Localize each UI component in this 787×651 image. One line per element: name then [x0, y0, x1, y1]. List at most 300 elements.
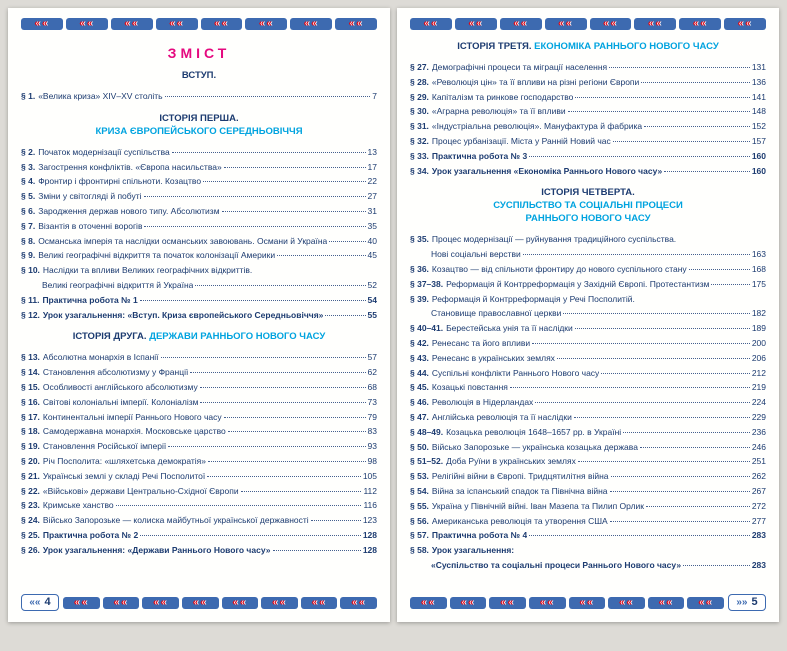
dot-leader: [644, 126, 750, 127]
section-label: ІСТОРІЯ ПЕРША.: [159, 112, 239, 124]
entry-text: Візантія в оточенні ворогів: [38, 220, 143, 231]
entry-text: «Велика криза» XIV–XV століть: [38, 91, 163, 101]
toc-entry-line: [21, 498, 377, 513]
toc-entry-line: [21, 160, 377, 175]
entry-number: § 10.: [21, 265, 40, 276]
chevron-pattern-icon: ««: [311, 596, 327, 608]
ribbon-segment: [301, 597, 338, 609]
toc-entries: [410, 232, 766, 572]
entry-page-number: 93: [367, 441, 377, 452]
entry-number: § 28.: [410, 76, 429, 87]
entry-text: Козацькі повстання: [431, 382, 508, 393]
entry-text: Капіталізм та ринкове господарство: [431, 91, 574, 102]
entry-number: § 6.: [21, 205, 36, 216]
entry-text: Континентальні імперії Раннього Нового часу: [42, 411, 222, 422]
entry-page-number: 251: [751, 456, 766, 467]
toc-entry-line: [21, 439, 377, 454]
section-heading: [21, 330, 377, 343]
entry-number: § 51–52.: [410, 456, 444, 467]
entry-text: «Індустріальна революція». Мануфактура й фабрика: [431, 121, 643, 132]
chevron-pattern-icon: ««: [500, 596, 516, 608]
toc-section: [21, 330, 377, 557]
entry-text: Зародження держав нового типу. Абсолютизм: [38, 205, 220, 216]
chevron-pattern-icon: ««: [271, 596, 287, 608]
dot-leader: [529, 156, 750, 157]
top-decorative-border-right: [410, 18, 766, 30]
entry-page-number: 200: [751, 337, 766, 348]
toc-entry-line: [21, 263, 377, 278]
entry-number: § 9.: [21, 250, 36, 261]
chevron-pattern-icon: ««: [213, 18, 229, 29]
chevron-pattern-icon: ««: [113, 596, 129, 608]
entry-number: § 47.: [410, 411, 429, 422]
entry-page-number: 160: [751, 150, 766, 161]
ribbon-segment: [111, 18, 153, 30]
chevron-pattern-icon: ««: [698, 596, 714, 608]
toc-entry-line: [21, 219, 377, 234]
entry-text: Початок модернізації суспільства: [38, 146, 170, 157]
entry-number: § 31.: [410, 121, 429, 132]
entry-text: Становище православної церкви: [431, 308, 562, 319]
entry-number: § 55.: [410, 500, 429, 511]
toc-entry-line: [21, 484, 377, 499]
entry-text: Урок узагальнення: «Держави Раннього Нового часу»: [42, 544, 271, 555]
toc-entry-line: [410, 164, 766, 179]
entry-number: § 25.: [21, 529, 40, 540]
entry-page-number: 116: [363, 500, 377, 511]
dot-leader: [601, 373, 750, 374]
dot-leader: [329, 241, 365, 242]
chevron-pattern-icon: ««: [737, 18, 753, 29]
entry-number: § 11.: [21, 294, 40, 305]
dot-leader: [165, 96, 371, 97]
entry-number: § 43.: [410, 352, 429, 363]
toc-entry-line: [21, 380, 377, 395]
toc-entry-line: [410, 277, 766, 292]
ribbon-segment: [63, 597, 100, 609]
entry-text: Війна за іспанський спадок та Північна війна: [431, 485, 608, 496]
entry-text: Практична робота № 1: [42, 294, 138, 305]
dot-leader: [168, 446, 365, 447]
entry-text: Османська імперія та наслідки османських завоювань. Османи й Україна: [38, 235, 328, 246]
dot-leader: [640, 447, 750, 448]
chevron-pattern-icon: ««: [539, 596, 555, 608]
dot-leader: [523, 254, 750, 255]
toc-title: ЗМІСТ: [167, 45, 231, 61]
bottom-decorative-border-right: [410, 597, 724, 609]
entry-page-number: 55: [367, 309, 377, 320]
entry-page-number: 163: [751, 249, 766, 260]
toc-entry-line: [410, 119, 766, 134]
page-number-right: 5: [751, 596, 758, 608]
section-heading: [21, 69, 377, 82]
entry-number: § 32.: [410, 135, 429, 146]
toc-entry-line: [21, 469, 377, 484]
entry-page-number: 136: [751, 76, 766, 87]
ribbon-segment: [156, 18, 198, 30]
dot-leader: [610, 521, 750, 522]
toc-entry-line: [410, 484, 766, 499]
entry-page-number: 148: [751, 106, 766, 117]
chevron-pattern-icon: ««: [348, 18, 364, 29]
entry-text: Зміни у світогляді й побуті: [38, 191, 142, 202]
dot-leader: [224, 417, 366, 418]
entry-number: § 24.: [21, 515, 40, 526]
section-title: ЕКОНОМІКА РАННЬОГО НОВОГО ЧАСУ: [534, 41, 719, 52]
entry-page-number: 168: [751, 263, 766, 274]
toc-entry-line: [410, 543, 766, 558]
entry-number: § 23.: [21, 500, 40, 511]
toc-entries: [21, 89, 377, 104]
entry-number: § 22.: [21, 485, 40, 496]
dot-leader: [611, 476, 750, 477]
toc-entry-line: [410, 514, 766, 529]
entry-page-number: 229: [751, 411, 766, 422]
dot-leader: [664, 171, 750, 172]
entry-page-number: 62: [367, 367, 377, 378]
section-heading-line: [410, 40, 766, 53]
ribbon-segment: [245, 18, 287, 30]
section-heading-line: [21, 330, 377, 343]
toc-entry-line: [410, 104, 766, 119]
entry-number: § 16.: [21, 396, 40, 407]
dot-leader: [222, 211, 366, 212]
entry-page-number: 160: [751, 165, 766, 176]
toc-entry-line: [410, 306, 766, 321]
toc-entry-line: [21, 424, 377, 439]
toc-entry-line: [410, 425, 766, 440]
ribbon-segment: [590, 18, 632, 30]
entry-page-number: 189: [751, 323, 766, 334]
entry-text: Ренесанс та його впливи: [431, 337, 531, 348]
entry-page-number: 128: [362, 544, 377, 555]
chevron-pattern-icon: ««: [420, 596, 436, 608]
left-page-sections: [21, 69, 377, 558]
ribbon-segment: [455, 18, 497, 30]
chevron-pattern-icon: ««: [658, 596, 674, 608]
dot-leader: [563, 313, 749, 314]
right-page-sections: [410, 40, 766, 573]
entry-text: Берестейська унія та її наслідки: [446, 323, 573, 334]
entry-number: § 4.: [21, 176, 36, 187]
ribbon-segment: [410, 597, 447, 609]
toc-entry-line: [410, 454, 766, 469]
chevron-pattern-icon: ««: [258, 18, 274, 29]
toc-entry-line: [410, 528, 766, 543]
chevron-pattern-icon: ««: [579, 596, 595, 608]
ribbon-segment: [335, 18, 377, 30]
entry-number: § 39.: [410, 293, 429, 304]
dot-leader: [711, 284, 749, 285]
entry-number: § 5.: [21, 191, 36, 202]
entry-page-number: 272: [751, 500, 766, 511]
entry-text: Революція в Нідерландах: [431, 397, 534, 408]
chevron-pattern-icon: ««: [468, 18, 484, 29]
dot-leader: [200, 402, 365, 403]
toc-entry-line: [410, 380, 766, 395]
entry-text: «Військові» держави Центрально-Східної Європи: [42, 485, 239, 496]
entry-number: § 7.: [21, 220, 36, 231]
entry-number: § 27.: [410, 62, 429, 72]
section-title: РАННЬОГО НОВОГО ЧАСУ: [525, 213, 651, 225]
entry-number: § 57.: [410, 530, 429, 541]
entry-text: Урок узагальнення «Економіка Раннього Нового часу»: [431, 165, 663, 176]
section-label: ІСТОРІЯ ДРУГА.: [72, 331, 150, 343]
entry-text: Реформація й Контрреформація у Речі Посполитій.: [431, 293, 635, 304]
dot-leader: [224, 167, 366, 168]
ribbon-segment: [142, 597, 179, 609]
chevron-pattern-icon: ««: [423, 18, 439, 29]
entry-page-number: 40: [367, 235, 377, 246]
toc-entry-line: [410, 262, 766, 277]
ribbon-segment: [679, 18, 721, 30]
toc-entry-line: [410, 366, 766, 381]
dot-leader: [144, 226, 365, 227]
dot-leader: [510, 387, 750, 388]
chevron-pattern-icon: ««: [558, 18, 574, 29]
chevron-pattern-icon: ««: [303, 18, 319, 29]
toc-entry-line: [21, 278, 377, 293]
ribbon-segment: [687, 597, 724, 609]
dot-leader: [140, 300, 366, 301]
entry-text: Кримське ханство: [42, 500, 114, 511]
left-page-footer: [21, 594, 377, 611]
dot-leader: [568, 111, 750, 112]
dot-leader: [557, 358, 750, 359]
entry-text: Загострення конфліктів. «Європа насильства»: [38, 161, 222, 172]
entry-page-number: 283: [751, 559, 766, 570]
chevron-pattern-icon: ««: [602, 18, 618, 29]
toc-entry-line: [410, 292, 766, 307]
chevron-pattern-icon: ««: [460, 596, 476, 608]
entry-number: § 45.: [410, 382, 429, 393]
entry-page-number: 57: [367, 352, 377, 363]
dot-leader: [195, 285, 365, 286]
chevron-pattern-icon: ««: [192, 596, 208, 608]
toc-entry-line: [410, 232, 766, 247]
toc-entries: [21, 350, 377, 557]
ribbon-segment: [450, 597, 487, 609]
entry-number: § 21.: [21, 470, 40, 481]
toc-entry-line: [21, 174, 377, 189]
toc-entry-line: [21, 204, 377, 219]
entry-number: § 8.: [21, 235, 36, 246]
toc-entry-line: [410, 247, 766, 262]
toc-entry-line: [21, 365, 377, 380]
entry-text: Особливості англійського абсолютизму: [42, 381, 198, 392]
entry-page-number: 246: [751, 441, 766, 452]
section-heading: [410, 186, 766, 225]
entry-number: § 26.: [21, 544, 40, 555]
chevron-pattern-icon: ««: [169, 18, 185, 29]
entry-page-number: 141: [751, 91, 766, 102]
dot-leader: [641, 82, 750, 83]
entry-number: § 1.: [21, 91, 36, 101]
entry-number: § 34.: [410, 165, 429, 176]
entry-page-number: 157: [751, 135, 766, 146]
dot-leader: [241, 491, 362, 492]
entry-text: «Аграрна революція» та її впливи: [431, 106, 566, 117]
toc-entry-line: [21, 528, 377, 543]
entry-text: Наслідки та впливи Великих географічних відкриттів.: [42, 265, 253, 276]
entry-page-number: 52: [367, 279, 377, 290]
entry-text: Урок узагальнення:: [431, 545, 515, 556]
entry-page-number: 128: [362, 529, 377, 540]
toc-entry-line: [410, 75, 766, 90]
entry-page-number: 267: [751, 485, 766, 496]
entry-number: § 58.: [410, 545, 429, 556]
toc-entry-line: [410, 149, 766, 164]
entry-page-number: 17: [367, 161, 377, 172]
toc-entry-line: [21, 454, 377, 469]
ribbon-segment: [290, 18, 332, 30]
entry-number: § 42.: [410, 337, 429, 348]
dot-leader: [273, 550, 361, 551]
entry-page-number: 277: [751, 515, 766, 526]
entry-text: Україна у Північній війні. Іван Мазепа та Пилип Орлик: [431, 500, 645, 511]
entry-text: Козацька революція 1648–1657 рр. в Україні: [446, 426, 622, 437]
toc-section: [410, 40, 766, 178]
ribbon-segment: [489, 597, 526, 609]
entry-page-number: 98: [367, 455, 377, 466]
section-heading: [410, 40, 766, 53]
toc-entry-line: [410, 410, 766, 425]
entry-number: § 35.: [410, 234, 429, 245]
dot-leader: [610, 491, 750, 492]
dot-leader: [311, 520, 361, 521]
entry-text: Релігійні війни в Європі. Тридцятилітня війна: [431, 471, 609, 482]
toc-entry-line: [410, 440, 766, 455]
entry-page-number: 123: [362, 515, 377, 526]
entry-text: «Революція цін» та її впливи на різні регіони Європи: [431, 76, 640, 87]
entry-text: Процес модернізації — руйнування традиційного суспільства.: [431, 234, 677, 245]
entry-number: § 12.: [21, 309, 40, 320]
dot-leader: [574, 417, 750, 418]
ribbon-segment: [608, 597, 645, 609]
ribbon-segment: [529, 597, 566, 609]
entry-page-number: 206: [751, 352, 766, 363]
chevron-pattern-icon: ««: [73, 596, 89, 608]
entry-page-number: 131: [751, 62, 766, 72]
entry-page-number: 68: [367, 381, 377, 392]
dot-leader: [532, 343, 750, 344]
dot-leader: [208, 461, 366, 462]
toc-entry-line: [21, 543, 377, 558]
entry-number: § 17.: [21, 411, 40, 422]
dot-leader: [207, 476, 361, 477]
toc-entry-line: [410, 351, 766, 366]
dot-leader: [228, 431, 366, 432]
page-number-badge-left: [21, 594, 59, 611]
entry-text: Становлення Російської імперії: [42, 441, 167, 452]
chevron-right-icon: »»: [736, 596, 748, 608]
toc-section: [410, 186, 766, 572]
entry-text: Великі географічні відкриття й Україна: [42, 279, 194, 290]
dot-leader: [172, 152, 366, 153]
section-title: КРИЗА ЄВРОПЕЙСЬКОГО СЕРЕДНЬОВІЧЧЯ: [95, 125, 303, 137]
dot-leader: [190, 372, 365, 373]
entry-page-number: 152: [751, 121, 766, 132]
entry-page-number: 13: [367, 146, 377, 157]
toc-entry-line: [410, 134, 766, 149]
entry-number: § 53.: [410, 471, 429, 482]
bottom-decorative-border-left: [63, 597, 377, 609]
entry-page-number: 54: [367, 294, 377, 305]
dot-leader: [200, 387, 366, 388]
entry-text: Абсолютна монархія в Іспанії: [42, 352, 159, 363]
ribbon-segment: [182, 597, 219, 609]
left-page: [8, 8, 390, 622]
entry-number: § 13.: [21, 352, 40, 363]
right-page: [397, 8, 779, 622]
section-label: ВСТУП.: [181, 70, 217, 81]
entry-text: Світові колоніальні імперії. Колоніалізм: [42, 396, 199, 407]
entry-page-number: 7: [372, 91, 377, 101]
section-heading: [21, 112, 377, 138]
entry-text: Реформація й Контрреформація у Західній Європі. Протестантизм: [446, 278, 710, 289]
entry-number: § 30.: [410, 106, 429, 117]
toc-entry-line: [410, 395, 766, 410]
entry-page-number: 105: [362, 470, 377, 481]
entry-page-number: 219: [751, 382, 766, 393]
chevron-pattern-icon: ««: [79, 18, 95, 29]
toc-entry-line: [21, 293, 377, 308]
entry-number: § 14.: [21, 367, 40, 378]
entry-text: Нові соціальні верстви: [431, 249, 521, 260]
page-number-left: 4: [44, 596, 51, 608]
entry-text: Американська революція та утворення США: [431, 515, 608, 526]
entry-text: Англійська революція та її наслідки: [431, 411, 572, 422]
entry-text: Козацтво — від спільноти фронтиру до нового суспільного стану: [431, 263, 687, 274]
entry-text: Практична робота № 3: [431, 150, 528, 161]
dot-leader: [325, 315, 365, 316]
chevron-pattern-icon: ««: [692, 18, 708, 29]
entry-text: Самодержавна монархія. Московське царство: [42, 426, 226, 437]
dot-leader: [535, 402, 750, 403]
toc-entry-line: [21, 350, 377, 365]
ribbon-segment: [222, 597, 259, 609]
chevron-pattern-icon: ««: [153, 596, 169, 608]
ribbon-segment: [261, 597, 298, 609]
dot-leader: [529, 535, 750, 536]
dot-leader: [203, 181, 365, 182]
section-title: СУСПІЛЬСТВО ТА СОЦІАЛЬНІ ПРОЦЕСИ: [493, 200, 683, 212]
entry-text: «Суспільство та соціальні процеси Раннього Нового часу»: [431, 559, 682, 570]
toc-entry-line: [21, 308, 377, 323]
ribbon-segment: [201, 18, 243, 30]
toc-entry-line: [410, 469, 766, 484]
entry-page-number: 224: [751, 397, 766, 408]
entry-text: Становлення абсолютизму у Франції: [42, 367, 189, 378]
toc-entry-line: [410, 499, 766, 514]
toc-entry-line: [21, 395, 377, 410]
entry-number: § 44.: [410, 367, 429, 378]
ribbon-segment: [340, 597, 377, 609]
entry-page-number: 262: [751, 471, 766, 482]
entry-text: Процес урбанізації. Міста у Ранній Новий час: [431, 135, 611, 146]
dot-leader: [609, 67, 750, 68]
ribbon-segment: [21, 18, 63, 30]
entry-page-number: 83: [367, 426, 377, 437]
entry-number: § 19.: [21, 441, 40, 452]
toc-section: [21, 69, 377, 104]
page-number-badge-right: [728, 594, 766, 611]
entry-number: § 33.: [410, 150, 429, 161]
ribbon-segment: [724, 18, 766, 30]
toc-entry-line: [410, 60, 766, 75]
entry-text: Практична робота № 4: [431, 530, 528, 541]
entry-text: Великі географічні відкриття та початок колонізації Америки: [38, 250, 276, 261]
